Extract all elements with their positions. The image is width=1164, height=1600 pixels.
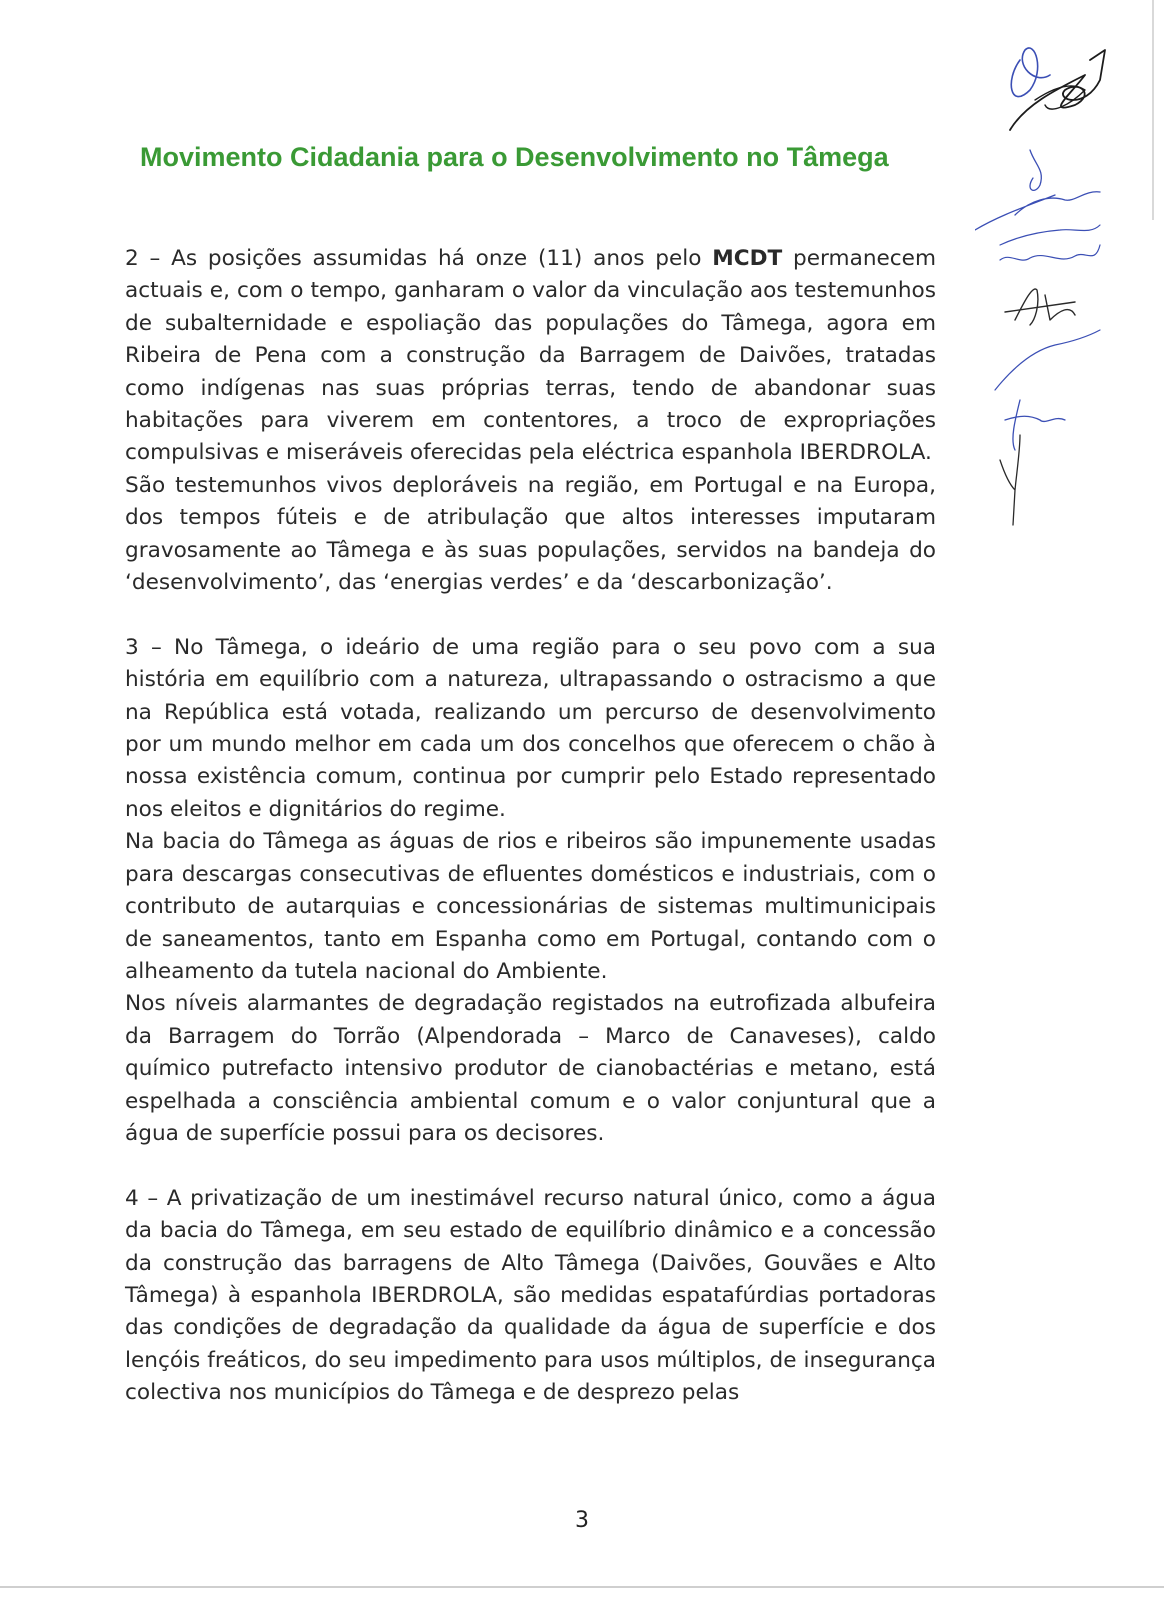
section-3-paragraph-2: Na bacia do Tâmega as águas de rios e ribeiros são impunemente usadas para descargas consecutivas de efluentes domésticos e industriais, com o contributo de autarquias e concessionárias de sistemas multimunicipais de saneamentos, tanto em Espanha como em Portugal, contando com o alheamento da tutela nacional do Ambiente. <box>125 829 936 984</box>
paragraph-gap <box>125 1150 936 1182</box>
section-3-paragraph-3: Nos níveis alarmantes de degradação registados na eutrofizada albufeira da Barragem do Torrão (Alpendorada – Marco de Canaveses), caldo químico putrefacto intensivo produtor de cianobactérias e metano, está espelhada a consciência ambiental comum e o valor conjuntural que a água de superfície possui para os decisores. <box>125 991 936 1146</box>
section-3-paragraph-1: 3 – No Tâmega, o ideário de uma região para o seu povo com a sua história em equilíbrio com a natureza, ultrapassando o ostracismo a que na República está votada, realizando um percurso de desenvolvimento por um mundo melhor em cada um dos concelhos que oferecem o chão à nossa existência comum, continua por cumprir pelo Estado representado nos eleitos e dignitários do regime. <box>125 634 936 822</box>
scan-edge-line <box>0 1586 1164 1588</box>
section-2-paragraph-2: São testemunhos vivos deploráveis na região, em Portugal e na Europa, dos tempos fúteis e de atribulação que altos interesses imputaram gravosamente ao Tâmega e às suas populações, servidos na bandeja do ‘desenvolvimento’, das ‘energias verdes’ e da ‘descarbonização’. <box>125 472 936 596</box>
section-2-lead: 2 – As posições assumidas há onze (11) anos pelo <box>125 246 713 271</box>
page-title: Movimento Cidadania para o Desenvolvimento no Tâmega <box>140 142 889 172</box>
paragraph-gap <box>125 599 936 631</box>
mcdt-acronym: MCDT <box>712 246 783 271</box>
scan-edge-line <box>1152 0 1154 220</box>
section-2-rest: permanecem actuais e, com o tempo, ganharam o valor da vinculação aos testemunhos de subalternidade e espoliação das populações do Tâmega, agora em Ribeira de Pena com a construção da Barragem de Daivões, tratadas como indígenas nas suas próprias terras, tendo de abandonar suas habitações para viverem em contentores, a troco de expropriações compulsivas e miseráveis oferecidas pela eléctrica espanhola IBERDROLA. <box>125 246 936 466</box>
page-number: 3 <box>575 1508 589 1533</box>
document-body <box>125 243 936 1410</box>
section-4-paragraph-1: 4 – A privatização de um inestimável recurso natural único, como a água da bacia do Tâmega, em seu estado de equilíbrio dinâmico e a concessão da construção das barragens de Alto Tâmega (Daivões, Gouvães e Alto Tâmega) à espanhola IBERDROLA, são medidas espatafúrdias portadoras das condições de degradação da qualidade da água de superfície e dos lençóis freáticos, do seu impedimento para usos múltiplos, de insegurança colectiva nos municípios do Tâmega e de desprezo pelas <box>125 1185 936 1406</box>
handwritten-signatures-icon <box>975 20 1155 540</box>
section-2-paragraph-1 <box>125 243 936 470</box>
